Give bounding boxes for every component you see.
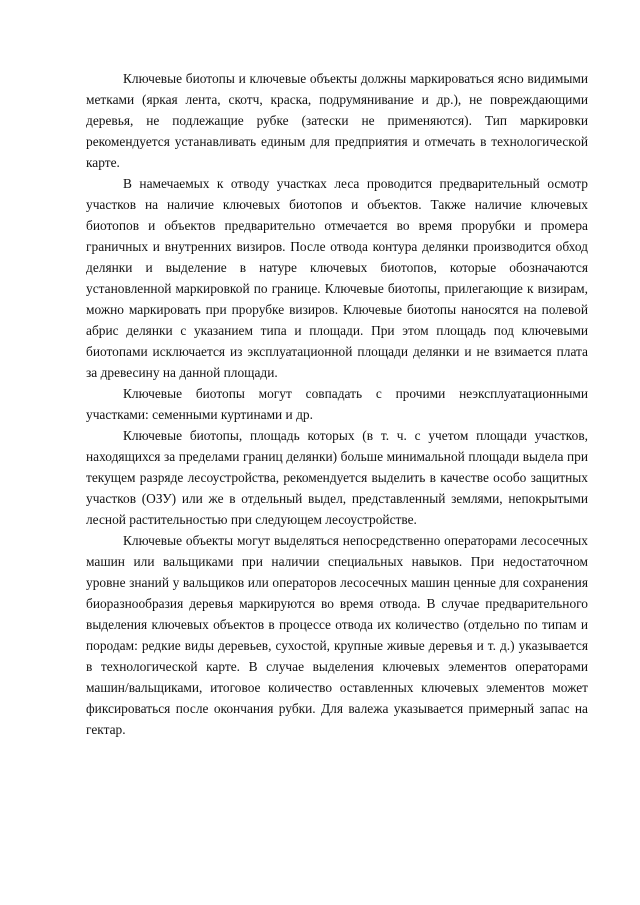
paragraph-non-exploitation-areas: Ключевые биотопы могут совпадать с прочими неэксплуатационными участками: семенными куртинами и др. xyxy=(86,386,588,422)
document-page xyxy=(86,68,588,740)
paragraph-protective-areas: Ключевые биотопы, площадь которых (в т. ч. с учетом площади участков, находящихся за пределами границ делянки) больше минимальной площади выдела при текущем разряде лесоустройства, рекомендуется выделить в качестве особо защитных участков (ОЗУ) или же в отдельный выдел, представленный землями, непокрытыми лесной растительностью при следующем лесоустройстве. xyxy=(86,428,588,527)
paragraph-preliminary-survey: В намечаемых к отводу участках леса проводится предварительный осмотр участков на наличие ключевых биотопов и объектов. Также наличие ключевых биотопов и объектов предварительно отмечается во время прорубки и промера граничных и внутренних визиров. После отвода контура делянки производится обход делянки и выделение в натуре ключевых биотопов, которые обозначаются установленной маркировкой по границе. Ключевые биотопы, прилегающие к визирам, можно маркировать при прорубке визиров. Ключевые биотопы наносятся на полевой абрис делянки с указанием типа и площади. При этом площадь под ключевыми биотопами исключается из эксплуатационной площади делянки и не взимается плата за древесину на данной площади. xyxy=(86,176,588,380)
paragraph-marking: Ключевые биотопы и ключевые объекты должны маркироваться ясно видимыми метками (яркая лента, скотч, краска, подрумянивание и др.), не повреждающими деревья, не подлежащие рубке (затески не применяются). Тип маркировки рекомендуется устанавливать единым для предприятия и отмечать в технологической карте. xyxy=(86,71,588,170)
paragraph-key-objects: Ключевые объекты могут выделяться непосредственно операторами лесосечных машин или вальщиками при наличии специальных навыков. При недостаточном уровне знаний у вальщиков или операторов лесосечных машин ценные для сохранения биоразнообразия деревья маркируются во время отвода. В случае предварительного выделения ключевых объектов в процессе отвода их количество (отдельно по типам и породам: редкие виды деревьев, сухостой, крупные живые деревья и т. д.) указывается в технологической карте. В случае выделения ключевых элементов операторами машин/вальщиками, итоговое количество оставленных ключевых элементов может фиксироваться после окончания рубки. Для валежа указывается примерный запас на гектар. xyxy=(86,533,588,737)
